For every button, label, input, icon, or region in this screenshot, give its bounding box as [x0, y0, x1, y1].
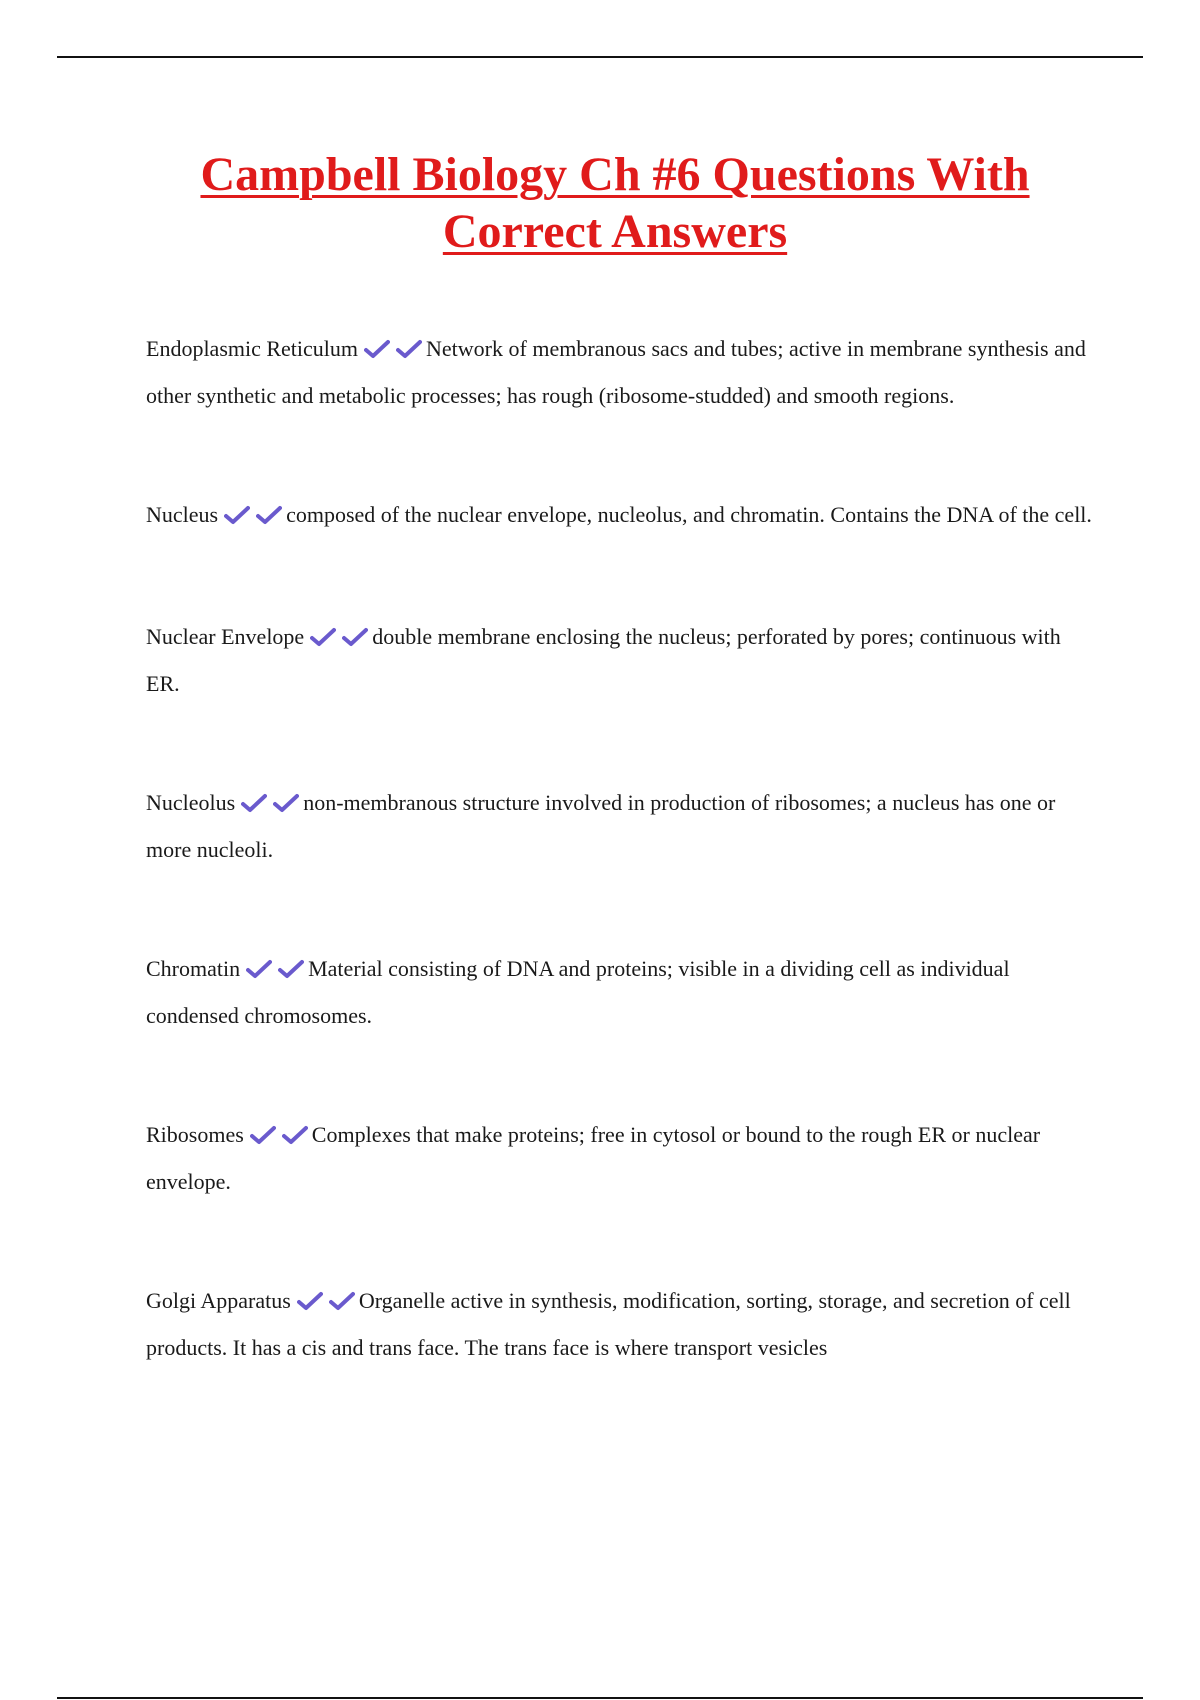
- checkmark-icon: [342, 627, 368, 647]
- double-checkmark-icon: [310, 618, 368, 662]
- entry: [146, 615, 1096, 706]
- checkmark-icon: [364, 339, 390, 359]
- double-checkmark-icon: [250, 1116, 308, 1160]
- checkmark-icon: [396, 339, 422, 359]
- entry: [146, 781, 1096, 872]
- checkmark-icon: [250, 1125, 276, 1145]
- checkmark-icon: [224, 505, 250, 525]
- entry-term: Ribosomes: [146, 1122, 244, 1147]
- checkmark-icon: [278, 959, 304, 979]
- entry-definition: composed of the nuclear envelope, nucleolus, and chromatin. Contains the DNA of the cell.: [286, 502, 1092, 527]
- checkmark-icon: [241, 793, 267, 813]
- checkmark-icon: [297, 1291, 323, 1311]
- checkmark-icon: [310, 627, 336, 647]
- checkmark-icon: [282, 1125, 308, 1145]
- double-checkmark-icon: [364, 330, 422, 374]
- entry: [146, 1279, 1096, 1370]
- entry: [146, 1113, 1096, 1204]
- entry-term: Nucleolus: [146, 790, 236, 815]
- entry-list: [146, 327, 1096, 1445]
- entry-term: Endoplasmic Reticulum: [146, 336, 359, 361]
- entry-term: Golgi Apparatus: [146, 1288, 291, 1313]
- checkmark-icon: [256, 505, 282, 525]
- entry-definition: double membrane enclosing the nucleus; perforated by pores; continuous with ER.: [146, 624, 1061, 696]
- checkmark-icon: [246, 959, 272, 979]
- entry-term: Nucleus: [146, 502, 219, 527]
- document-title: Campbell Biology Ch #6 Questions With Correct Answers: [200, 148, 1030, 258]
- entry-definition: Complexes that make proteins; free in cytosol or bound to the rough ER or nuclear envelope.: [146, 1122, 1041, 1194]
- entry: [146, 493, 1096, 540]
- double-checkmark-icon: [224, 496, 282, 540]
- entry-term: Chromatin: [146, 956, 241, 981]
- entry-definition: non-membranous structure involved in production of ribosomes; a nucleus has one or more nucleoli.: [146, 790, 1056, 862]
- entry-definition: Organelle active in synthesis, modification, sorting, storage, and secretion of cell products. It has a cis and trans face. The trans face is where transport vesicles: [146, 1288, 1071, 1360]
- double-checkmark-icon: [246, 950, 304, 994]
- double-checkmark-icon: [241, 784, 299, 828]
- entry-definition: Material consisting of DNA and proteins; visible in a dividing cell as individual condensed chromosomes.: [146, 956, 1010, 1028]
- entry-term: Nuclear Envelope: [146, 624, 305, 649]
- checkmark-icon: [273, 793, 299, 813]
- double-checkmark-icon: [297, 1282, 355, 1326]
- bottom-rule: [57, 1697, 1143, 1699]
- entry: [146, 327, 1096, 418]
- top-rule: [57, 56, 1143, 58]
- entry-definition: Network of membranous sacs and tubes; active in membrane synthesis and other synthetic and metabolic processes; has rough (ribosome-studded) and smooth regions.: [146, 336, 1086, 408]
- checkmark-icon: [329, 1291, 355, 1311]
- entry: [146, 947, 1096, 1038]
